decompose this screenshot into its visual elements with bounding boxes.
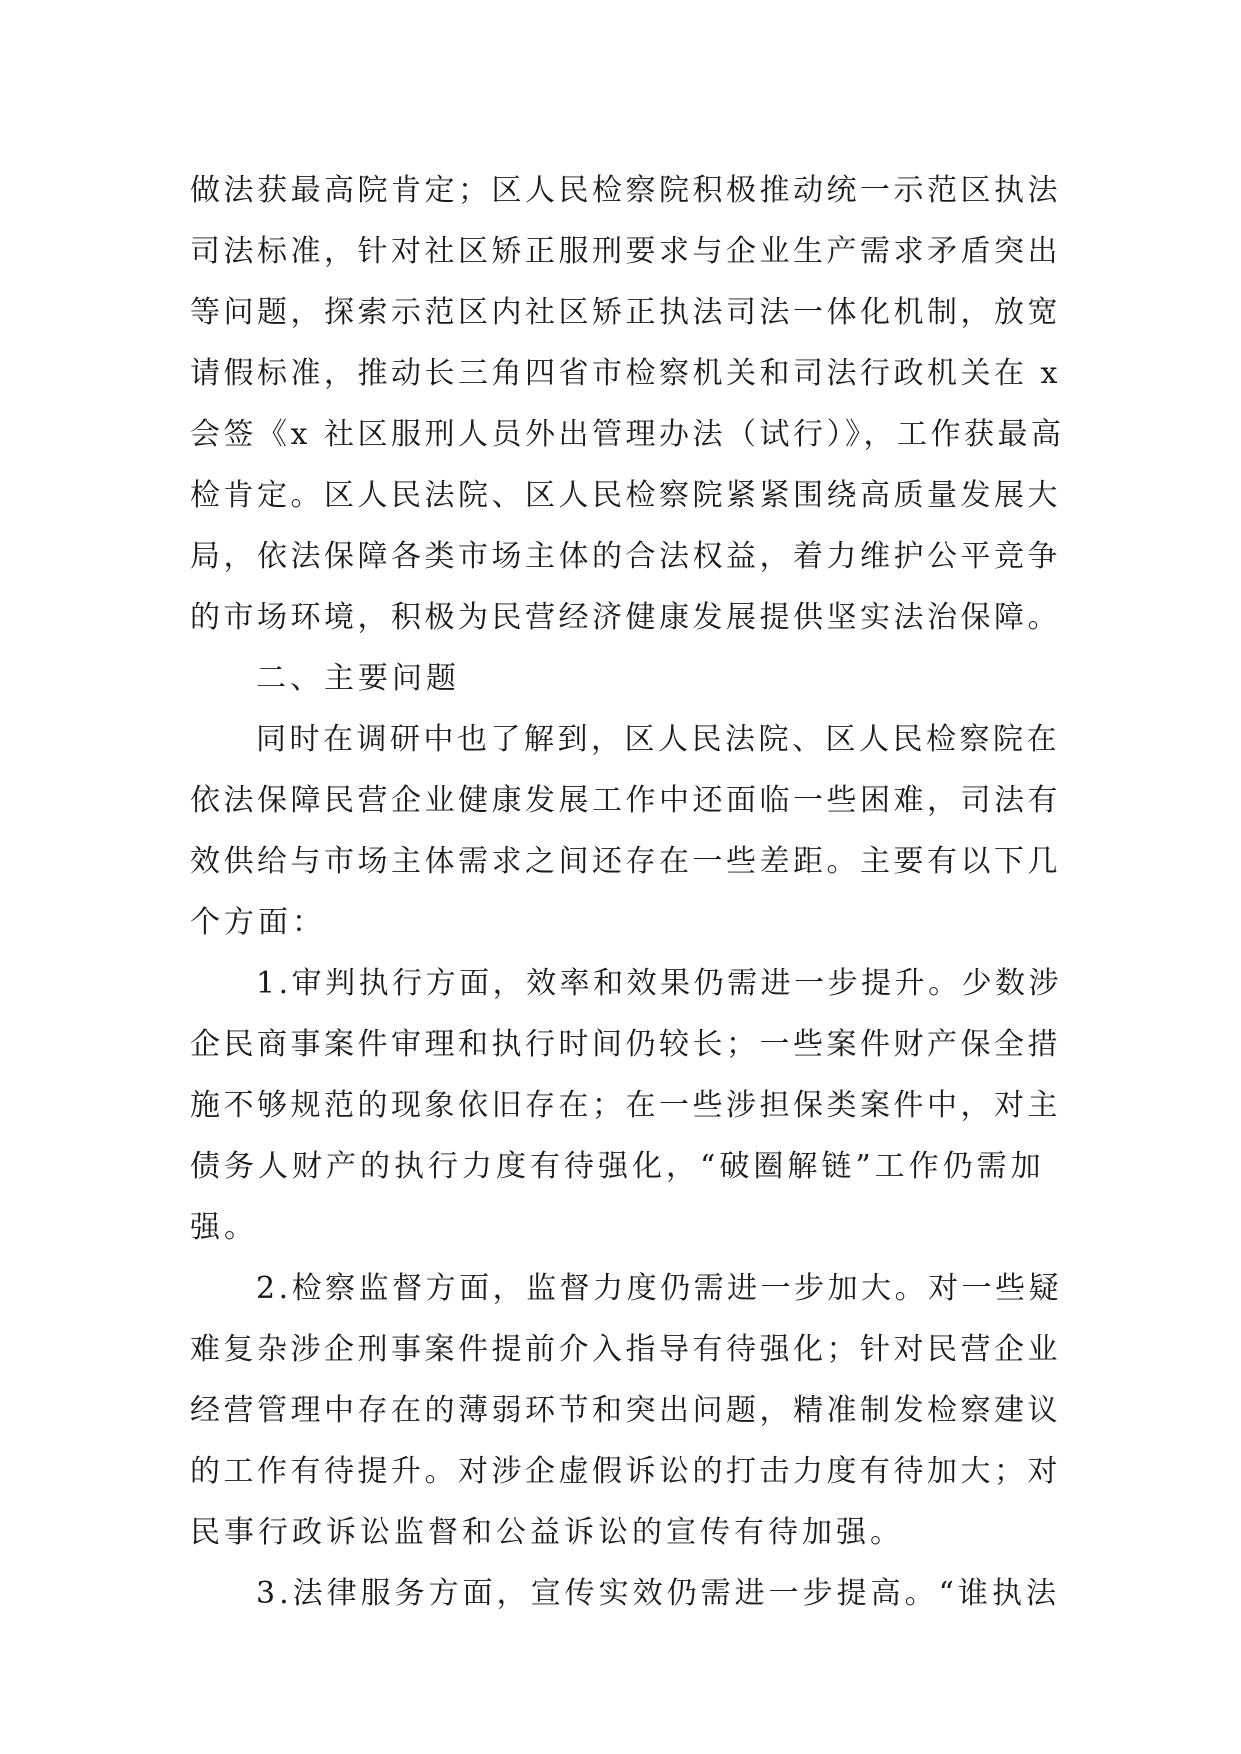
text-line: 效供给与市场主体需求之间还存在一些差距。主要有以下几 bbox=[190, 844, 1061, 879]
text-line: 经营管理中存在的薄弱环节和突出问题，精准制发检察建议 bbox=[190, 1393, 1061, 1428]
text-line: 企民商事案件审理和执行时间仍较长；一些案件财产保全措 bbox=[190, 1027, 1061, 1062]
body-text bbox=[190, 160, 1070, 1624]
text-line: 的工作有待提升。对涉企虚假诉讼的打击力度有待加大；对 bbox=[190, 1454, 1061, 1489]
text-line: 民事行政诉讼监督和公益诉讼的宣传有待加强。 bbox=[190, 1515, 904, 1550]
text-line: 会签《x 社区服刑人员外出管理办法（试行）》，工作获最高 bbox=[190, 417, 1065, 452]
text-line: 个方面： bbox=[190, 905, 326, 940]
text-line: 请假标准，推动长三角四省市检察机关和司法行政机关在 x bbox=[190, 356, 1061, 391]
paragraph-first-line: 二、主要问题 bbox=[256, 661, 460, 696]
text-line: 强。 bbox=[190, 1210, 258, 1245]
text-line: 债务人财产的执行力度有待强化，“破圈解链”工作仍需加 bbox=[190, 1149, 1045, 1184]
text-line: 司法标准，针对社区矫正服刑要求与企业生产需求矛盾突出 bbox=[190, 234, 1061, 269]
text-line: 做法获最高院肯定；区人民检察院积极推动统一示范区执法 bbox=[190, 173, 1061, 208]
text-line: 局，依法保障各类市场主体的合法权益，着力维护公平竞争 bbox=[190, 539, 1061, 574]
text-line: 的市场环境，积极为民营经济健康发展提供坚实法治保障。 bbox=[190, 600, 1061, 635]
paragraph-first-line: 3.法律服务方面，宣传实效仍需进一步提高。“谁执法 bbox=[256, 1576, 1060, 1611]
paragraph-first-line: 1.审判执行方面，效率和效果仍需进一步提升。少数涉 bbox=[256, 966, 1063, 1001]
paragraph-first-line: 同时在调研中也了解到，区人民法院、区人民检察院在 bbox=[256, 722, 1060, 757]
text-line: 依法保障民营企业健康发展工作中还面临一些困难，司法有 bbox=[190, 783, 1061, 818]
paragraph-first-line: 2.检察监督方面，监督力度仍需进一步加大。对一些疑 bbox=[256, 1271, 1063, 1306]
text-line: 施不够规范的现象依旧存在；在一些涉担保类案件中，对主 bbox=[190, 1088, 1061, 1123]
text-line: 检肯定。区人民法院、区人民检察院紧紧围绕高质量发展大 bbox=[190, 478, 1061, 513]
text-line: 难复杂涉企刑事案件提前介入指导有待强化；针对民营企业 bbox=[190, 1332, 1061, 1367]
text-line: 等问题，探索示范区内社区矫正执法司法一体化机制，放宽 bbox=[190, 295, 1061, 330]
